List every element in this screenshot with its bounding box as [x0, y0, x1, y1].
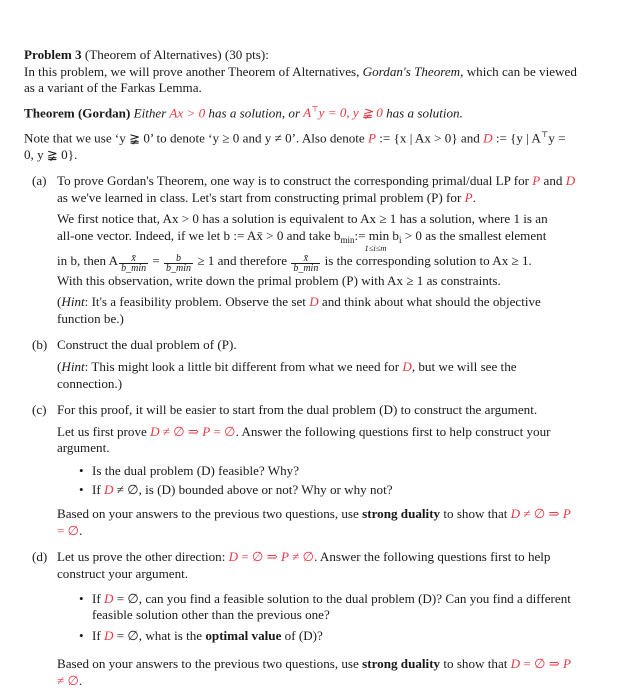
fraction-1: $\frac{x̄}{b\_\min}$	[121, 252, 147, 274]
note-line2	[24, 147, 580, 164]
intro-text-3: as a variant of the Farkas Lemma.	[24, 80, 202, 96]
part-a-line2: as we've learned in class. Let's start from constructing primal problem (P) for P.	[57, 189, 476, 205]
theorem-text-3: has a solution.	[382, 105, 463, 121]
fraction-3: $\frac{x̄}{b\_\min}$	[293, 252, 319, 274]
parts-list	[32, 173, 580, 689]
part-d-bullet-2: • If D = ∅, what is the optimal value of (D)?	[79, 627, 323, 643]
part-a-line4: all-one vector. Indeed, if we let b := Ax̄ > 0 and take $b_{min}:= \min$ 1≤i≤m $b_i > 0$ as the smallest element	[57, 228, 547, 254]
problem-heading	[24, 47, 580, 64]
part-b	[32, 337, 580, 392]
part-b-hint: (Hint: This might look a little bit different from what we need for D, but we will see the connection.)	[57, 359, 517, 391]
problem-title: Problem 3	[24, 47, 82, 62]
fraction-2: $\frac{b}{b\_\min}$	[166, 252, 192, 274]
part-c-conclusion: Based on your answers to the previous two questions, use strong duality to show that D ≠ ∅ ⇒ P = ∅.	[57, 506, 571, 538]
note-text-2: := {x | Ax > 0} and	[376, 130, 484, 146]
part-d-conclusion: Based on your answers to the previous two questions, use strong duality to show that D = ∅ ⇒ P ≠ ∅.	[57, 656, 571, 688]
part-d-line1: Let us prove the other direction: D = ∅ ⇒ P ≠ ∅. Answer the following questions first to help	[57, 549, 551, 565]
problem-intro	[24, 64, 580, 81]
set-D: D	[483, 130, 493, 146]
part-c	[32, 402, 580, 457]
part-c-line2: Let us first prove D ≠ ∅ ⇒ P = ∅. Answer the following questions first to help construct your	[57, 423, 551, 439]
note-text-4: y =	[548, 130, 566, 146]
theorem-text-2: has a solution, or	[205, 105, 304, 121]
part-a-line1: To prove Gordan's Theorem, one way is to construct the corresponding primal/dual LP for P and D	[57, 173, 576, 189]
part-a	[32, 173, 580, 327]
part-d	[32, 549, 580, 582]
set-P: P	[368, 130, 377, 146]
part-a-line3: We first notice that, Ax > 0 has a solution is equivalent to Ax ≥ 1 has a solution, where 1 is an	[57, 211, 548, 227]
theorem-statement	[24, 102, 580, 122]
part-c-line3: argument.	[57, 440, 110, 456]
theorem-label: Theorem (Gordan)	[24, 105, 131, 121]
theorem-text: Either	[130, 105, 170, 121]
problem-intro-line2	[24, 80, 580, 97]
part-c-bullets	[57, 463, 580, 498]
intro-emphasis: Gordan's Theorem	[362, 63, 461, 79]
part-a-line6: With this observation, write down the primal problem (P) with Ax ≥ 1 as constraints.	[57, 272, 501, 288]
part-a-hint-line2: function be.)	[57, 310, 124, 326]
theorem-expr-2: A⊤y = 0, y ≩ 0	[303, 104, 383, 121]
intro-text: In this problem, we will prove another Theorem of Alternatives,	[24, 63, 363, 79]
part-d-bullet-1: • If D = ∅, can you find a feasible solution to the dual problem (D)? Can you find a different feasible solution other than the previous one?	[79, 590, 571, 623]
part-c-bullet-1: • Is the dual problem (D) feasible? Why?	[79, 463, 300, 478]
part-d-bullets	[57, 591, 580, 645]
note-text-5: 0, y ≩ 0}.	[24, 146, 78, 162]
part-d-line2: construct your argument.	[57, 565, 189, 581]
note-text: Note that we use ‘y ≩ 0’ to denote ‘y ≥ 0 and y ≠ 0’. Also denote	[24, 130, 369, 146]
part-d-label: (d)	[32, 549, 48, 565]
note-paragraph	[24, 127, 580, 147]
transpose-sup: ⊤	[540, 129, 549, 139]
problem-document	[24, 47, 580, 690]
part-b-line1: Construct the dual problem of (P).	[57, 337, 237, 353]
part-a-line5: in b, then A $\frac{x̄}{b\_\min}$ = $\frac{b}{b\_\min}$ ≥ 1 and therefore $\frac{x̄}{b\_\min}$ is the corresponding solution to Ax ≥ 1.	[57, 252, 532, 274]
part-c-line1: For this proof, it will be easier to start from the dual problem (D) to construct the argument.	[57, 402, 538, 418]
part-a-hint: (Hint: It's a feasibility problem. Observe the set D and think about what should the objective	[57, 294, 541, 310]
note-text-3: := {y | A	[492, 130, 541, 146]
part-c-bullet-2: • If D ≠ ∅, is (D) bounded above or not? Why or why not?	[79, 481, 393, 497]
part-a-label: (a)	[32, 173, 47, 189]
part-b-label: (b)	[32, 337, 48, 353]
theorem-expr-1: Ax > 0	[169, 105, 206, 121]
intro-text-2: , which can be viewed	[460, 63, 577, 79]
problem-title-rest: (Theorem of Alternatives) (30 pts):	[81, 47, 269, 62]
part-c-label: (c)	[32, 402, 47, 418]
